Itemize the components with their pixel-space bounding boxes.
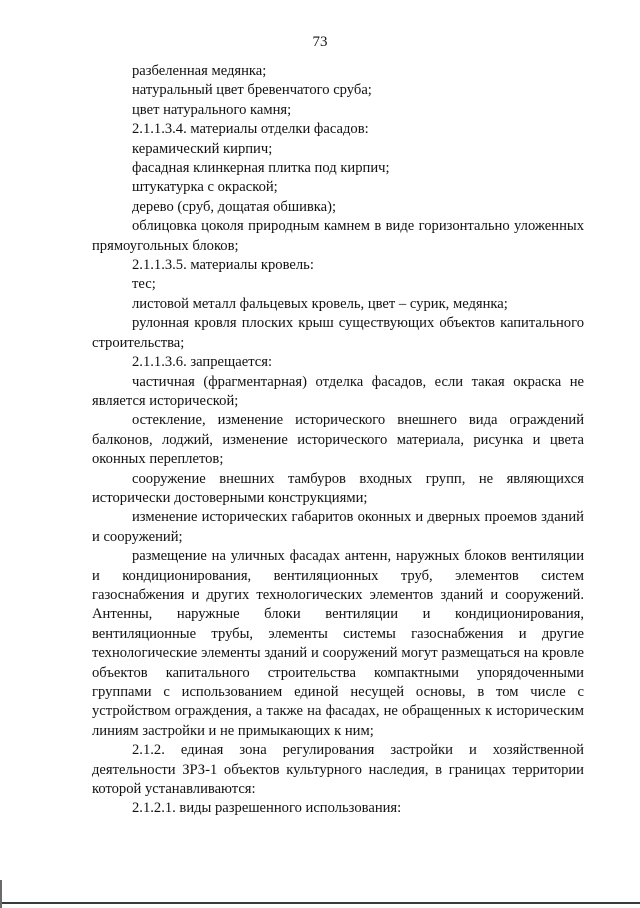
paragraph: дерево (сруб, дощатая обшивка); bbox=[132, 198, 337, 215]
scan-bottom-edge bbox=[0, 902, 640, 904]
paragraph: сооружение внешних тамбуров входных групп, не являющихся исторически достоверными конструкциями; bbox=[92, 470, 584, 506]
paragraph: изменение исторических габаритов оконных и дверных проемов зданий и сооружений; bbox=[92, 509, 584, 545]
paragraph: разбеленная медянка; bbox=[132, 63, 267, 79]
paragraph: тес; bbox=[132, 276, 156, 293]
paragraph: рулонная кровля плоских крыш существующих объектов капитального строительства; bbox=[92, 315, 584, 351]
paragraph: остекление, изменение исторического внешнего вида ограждений балконов, лоджий, изменение исторического материала, рисунка и цвета оконных переплетов; bbox=[92, 412, 584, 468]
paragraph: фасадная клинкерная плитка под кирпич; bbox=[132, 160, 390, 177]
paragraph: керамический кирпич; bbox=[132, 140, 273, 157]
scan-left-edge bbox=[0, 880, 2, 908]
paragraph: размещение на уличных фасадах антенн, наружных блоков вентиляции и кондиционирования, вентиляционных труб, элементов систем газоснабжения и других технологических элементов зданий и сооружений. Антенны, наружные блоки вентиляции и кондиционирования, вентиляционные трубы, элементы системы газоснабжения и другие технологические элементы зданий и сооружений могут размещаться на кровле объектов капитального строительства компактными упорядоченными группами с использованием единой несущей основы, в том числе с устройством ограждения, а также на фасадах, не обращенных к историческим линиям застройки и не примыкающих к ним; bbox=[92, 548, 584, 739]
page-number: 73 bbox=[312, 34, 328, 50]
paragraph: частичная (фрагментарная) отделка фасадов, если такая окраска не является исторической; bbox=[92, 373, 584, 409]
document-body bbox=[92, 62, 584, 819]
paragraph: листовой металл фальцевых кровель, цвет – сурик, медянка; bbox=[132, 295, 508, 312]
paragraph: облицовка цоколя природным камнем в виде горизонтально уложенных прямоугольных блоков; bbox=[92, 218, 584, 254]
section-heading: 2.1.1.3.4. материалы отделки фасадов: bbox=[132, 121, 369, 138]
section-heading: 2.1.1.3.6. запрещается: bbox=[132, 354, 273, 371]
section-heading: 2.1.2. единая зона регулирования застройки и хозяйственной деятельности ЗРЗ-1 объектов культурного наследия, в границах территории которой устанавливаются: bbox=[92, 742, 584, 798]
section-heading: 2.1.1.3.5. материалы кровель: bbox=[132, 257, 314, 274]
paragraph: цвет натурального камня; bbox=[132, 101, 292, 118]
section-heading: 2.1.2.1. виды разрешенного использования: bbox=[132, 800, 402, 817]
paragraph: штукатурка с окраской; bbox=[132, 179, 278, 196]
paragraph: натуральный цвет бревенчатого сруба; bbox=[132, 82, 372, 99]
